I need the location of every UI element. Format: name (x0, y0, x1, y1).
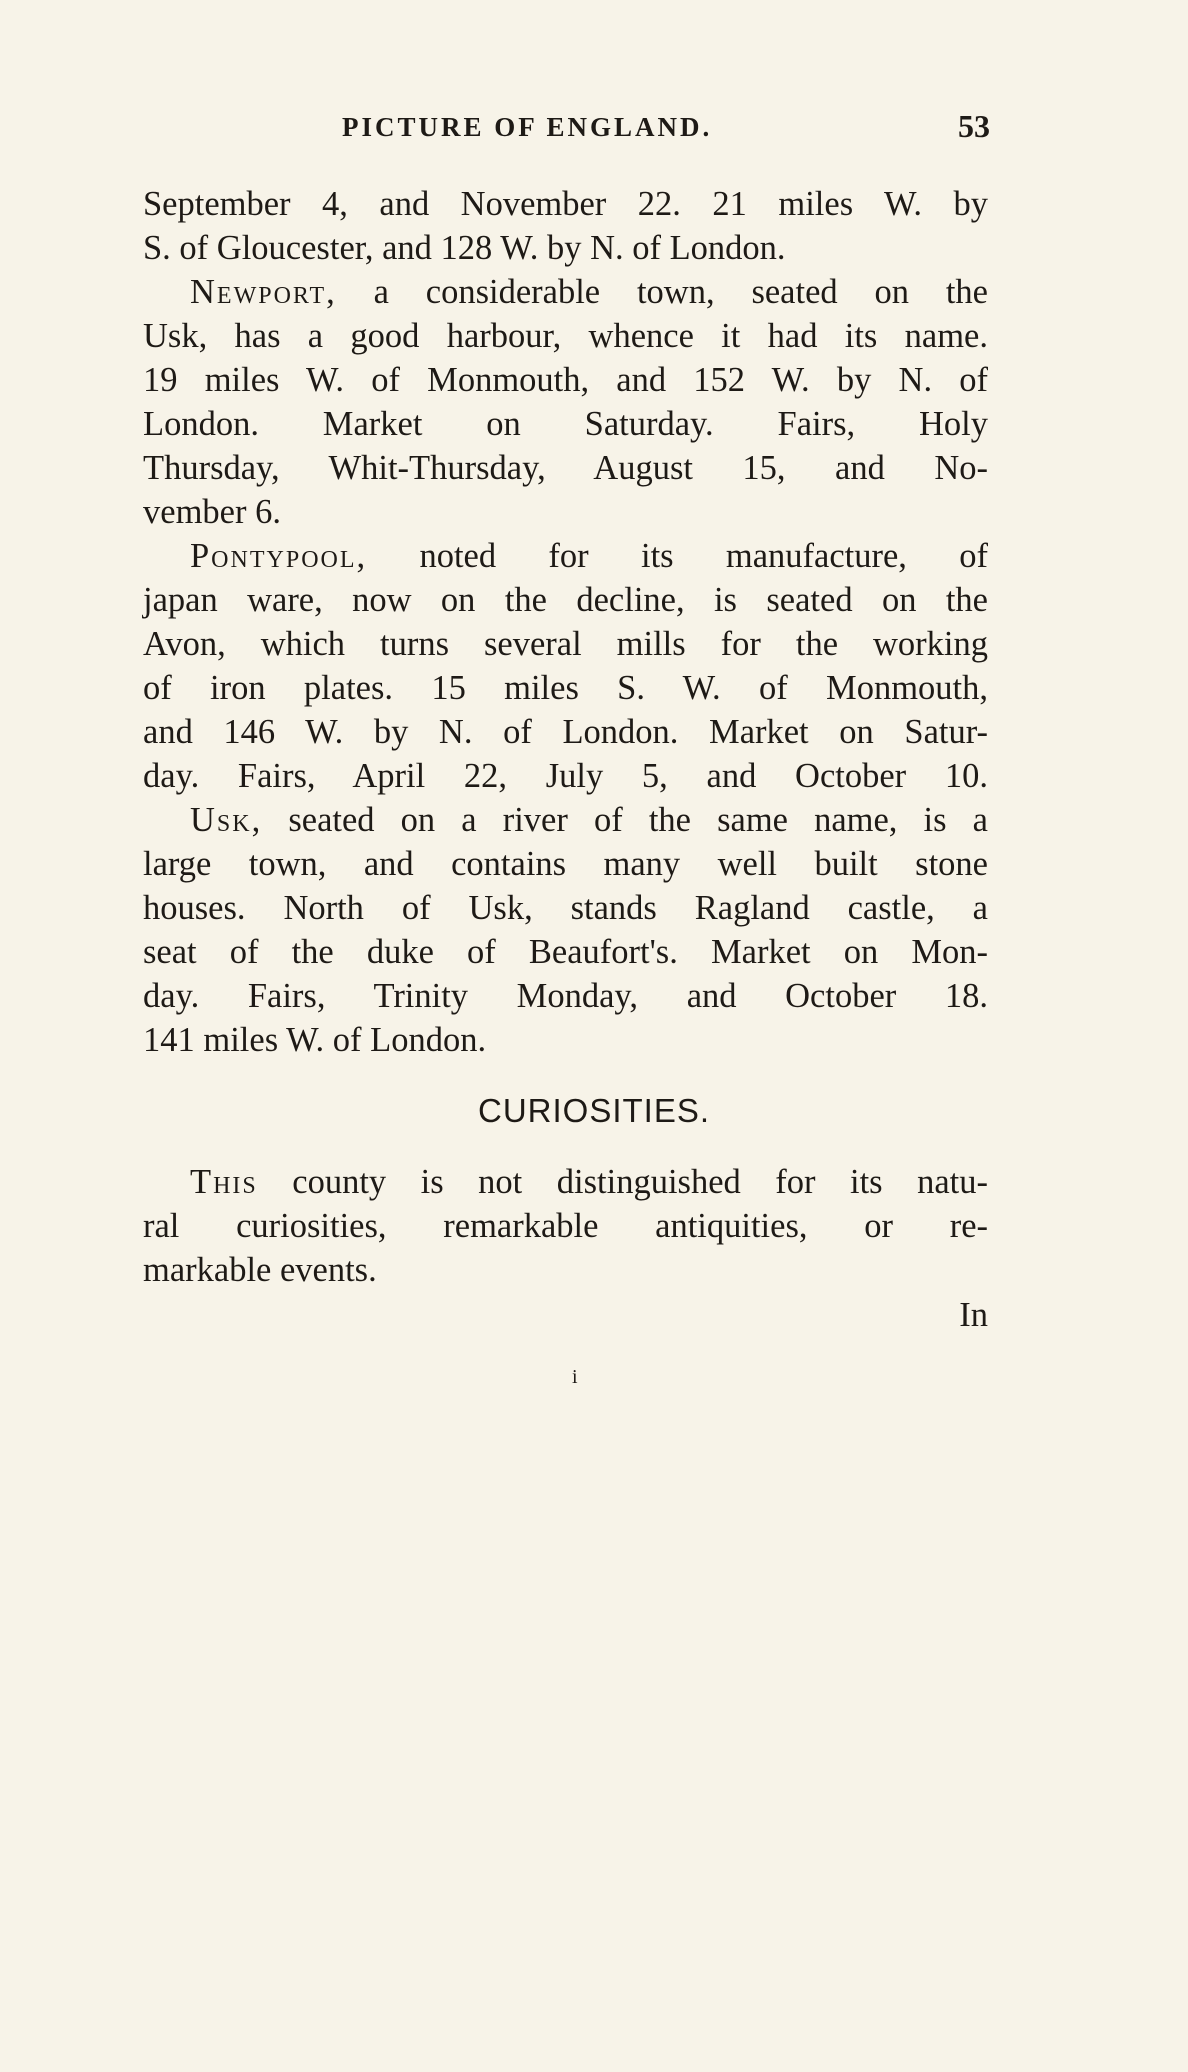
place-name-newport: Newport, (190, 273, 337, 311)
text-line-12: of iron plates. 15 miles S. W. of Monmouth, (143, 669, 988, 707)
text-line-3: Newport, a considerable town, seated on the (190, 273, 988, 311)
text-line-18: seat of the duke of Beaufort's. Market on Mon- (143, 933, 988, 971)
curiosities-line-1: This county is not distinguished for its natu- (190, 1163, 988, 1201)
section-heading: CURIOSITIES. (477, 1092, 711, 1129)
place-name-pontypool: Pontypool, (190, 537, 368, 575)
text-line-13: and 146 W. by N. of London. Market on Satur- (143, 713, 988, 751)
text-line-19: day. Fairs, Trinity Monday, and October 18. (143, 977, 988, 1015)
text-line-14: day. Fairs, April 22, July 5, and October 10. (143, 757, 988, 795)
lead-word: This (190, 1163, 258, 1201)
text-line-7: Thursday, Whit-Thursday, August 15, and No- (143, 449, 988, 487)
running-head (342, 108, 990, 152)
curiosities-line-2: ral curiosities, remarkable antiquities, or re- (143, 1207, 988, 1245)
text-line-6: London. Market on Saturday. Fairs, Holy (143, 405, 988, 443)
curiosities-line-3: markable events. (143, 1251, 377, 1289)
signature-mark: i (572, 1366, 578, 1388)
text-line-20: 141 miles W. of London. (143, 1021, 487, 1059)
catchword: In (959, 1296, 988, 1334)
text-line-4: Usk, has a good harbour, whence it had its name. (143, 317, 988, 355)
page-number: 53 (958, 108, 990, 144)
text-line-5: 19 miles W. of Monmouth, and 152 W. by N. of (143, 361, 988, 399)
place-name-usk: Usk, (190, 801, 263, 839)
text-line-15: Usk, seated on a river of the same name, is a (190, 801, 988, 839)
text-line-16: large town, and contains many well built stone (143, 845, 988, 883)
text-line-1: September 4, and November 22. 21 miles W. by (143, 185, 988, 223)
running-title: PICTURE OF ENGLAND. (342, 112, 713, 142)
text-line-10: japan ware, now on the decline, is seated on the (143, 581, 988, 619)
text-line-17: houses. North of Usk, stands Ragland castle, a (143, 889, 988, 927)
text-line-11: Avon, which turns several mills for the working (143, 625, 988, 663)
text-line-2: S. of Gloucester, and 128 W. by N. of London. (143, 229, 786, 267)
text-line-9: Pontypool, noted for its manufacture, of (190, 537, 988, 575)
text-line-8: vember 6. (143, 493, 281, 531)
